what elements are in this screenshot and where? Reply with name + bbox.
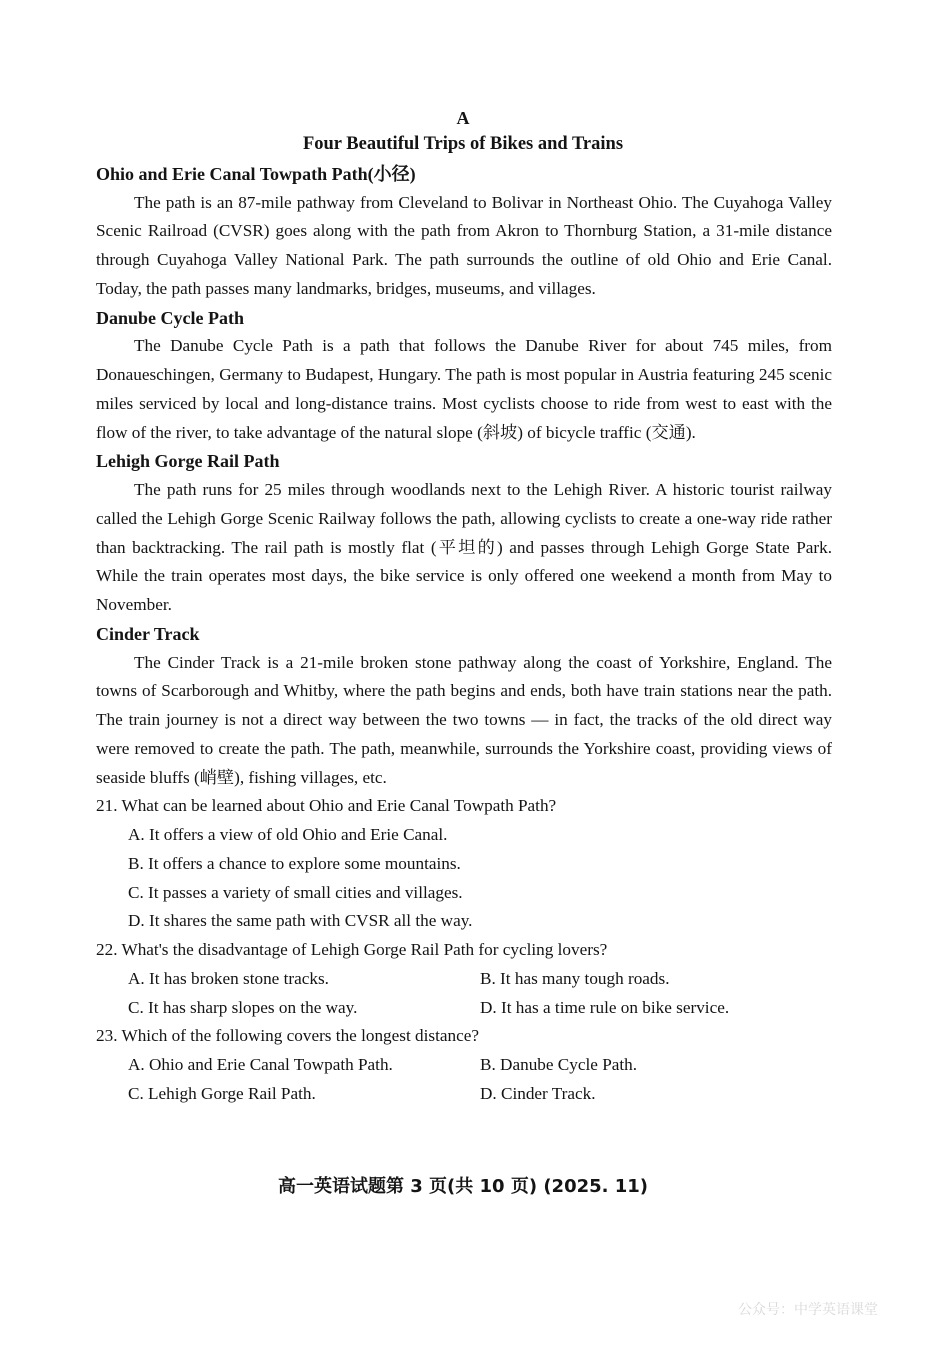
- question-22-option-a[interactable]: A. It has broken stone tracks.: [128, 968, 329, 988]
- page-footer: 高一英语试题第 3 页(共 10 页) (2025. 11): [277, 1176, 649, 1197]
- question-22: [96, 936, 832, 965]
- question-21-option-c[interactable]: C. It passes a variety of small cities and villages.: [128, 882, 463, 902]
- question-22-option-b[interactable]: B. It has many tough roads.: [480, 968, 670, 988]
- question-23-option-a[interactable]: A. Ohio and Erie Canal Towpath Path.: [128, 1055, 393, 1074]
- question-21-option-b[interactable]: B. It offers a chance to explore some mountains.: [128, 853, 461, 873]
- section-paragraph-ohio: The path is an 87-mile pathway from Cleveland to Bolivar in Northeast Ohio. The Cuyahoga Valley Scenic Railroad (CVSR) goes along with the path from Akron to Thornburg Station, a 31-mile distance through Cuyahoga Valley National Park. The path surrounds the outline of old Ohio and Erie Canal. Today, the path passes many landmarks, bridges, museums, and villages.: [96, 192, 832, 298]
- question-text: What can be learned about Ohio and Erie Canal Towpath Path?: [121, 796, 557, 816]
- question-21: [96, 792, 832, 821]
- question-21-option-d[interactable]: D. It shares the same path with CVSR all the way.: [128, 911, 473, 931]
- section-heading-ohio: Ohio and Erie Canal Towpath Path(小径): [96, 164, 416, 184]
- question-number: 22.: [96, 940, 118, 959]
- section-heading-lehigh: Lehigh Gorge Rail Path: [96, 451, 280, 472]
- question-23-options-row-1: [96, 1051, 832, 1080]
- passage-title: Four Beautiful Trips of Bikes and Trains: [302, 134, 624, 154]
- section-paragraph-cinder: The Cinder Track is a 21-mile broken stone pathway along the coast of Yorkshire, England. The towns of Scarborough and Whitby, where the path begins and ends, both have train stations near the path. The train journey is not a direct way between the two towns — in fact, the tracks of the old direct way were removed to create the path. The path, meanwhile, surrounds the Yorkshire coast, providing views of seaside bluffs (峭壁), fishing villages, etc.: [96, 652, 832, 787]
- question-text: Which of the following covers the longest distance?: [121, 1026, 479, 1046]
- question-23-option-c[interactable]: C. Lehigh Gorge Rail Path.: [128, 1083, 316, 1103]
- question-22-options-row-2: [96, 994, 832, 1023]
- section-heading-danube: Danube Cycle Path: [96, 307, 244, 328]
- question-23: [96, 1022, 832, 1051]
- section-paragraph-danube: The Danube Cycle Path is a path that follows the Danube River for about 745 miles, from Donaueschingen, Germany to Budapest, Hungary. The path is most popular in Austria featuring 245 scenic miles serviced by local and long-distance trains. Most cyclists choose to ride from west to east with the flow of the river, to take advantage of the natural slope (斜坡) of bicycle traffic (交通).: [96, 336, 832, 442]
- question-22-option-d[interactable]: D. It has a time rule on bike service.: [480, 997, 730, 1017]
- question-23-option-d[interactable]: D. Cinder Track.: [480, 1083, 596, 1103]
- question-number: 23.: [96, 1026, 118, 1046]
- watermark: 公众号：中学英语课堂: [738, 1302, 878, 1318]
- section-letter: A: [456, 108, 470, 128]
- section-heading-cinder: Cinder Track: [96, 623, 200, 644]
- question-22-options-row-1: [96, 965, 832, 994]
- section-paragraph-lehigh: The path runs for 25 miles through woodlands next to the Lehigh River. A historic tourist railway called the Lehigh Gorge Scenic Railway follows the path, allowing cyclists to create a one-way ride rather than backtracking. The rail path is mostly flat (平坦的) and passes through Lehigh Gorge State Park. While the train operates most days, the bike service is only offered one weekend a month from May to November.: [96, 480, 832, 615]
- passage-body: [96, 160, 832, 1109]
- question-21-option-a[interactable]: A. It offers a view of old Ohio and Erie Canal.: [128, 825, 448, 844]
- question-23-option-b[interactable]: B. Danube Cycle Path.: [480, 1055, 638, 1074]
- question-number: 21.: [96, 796, 118, 816]
- question-22-option-c[interactable]: C. It has sharp slopes on the way.: [128, 997, 358, 1017]
- question-23-options-row-2: [96, 1080, 832, 1109]
- question-text: What's the disadvantage of Lehigh Gorge Rail Path for cycling lovers?: [121, 940, 608, 959]
